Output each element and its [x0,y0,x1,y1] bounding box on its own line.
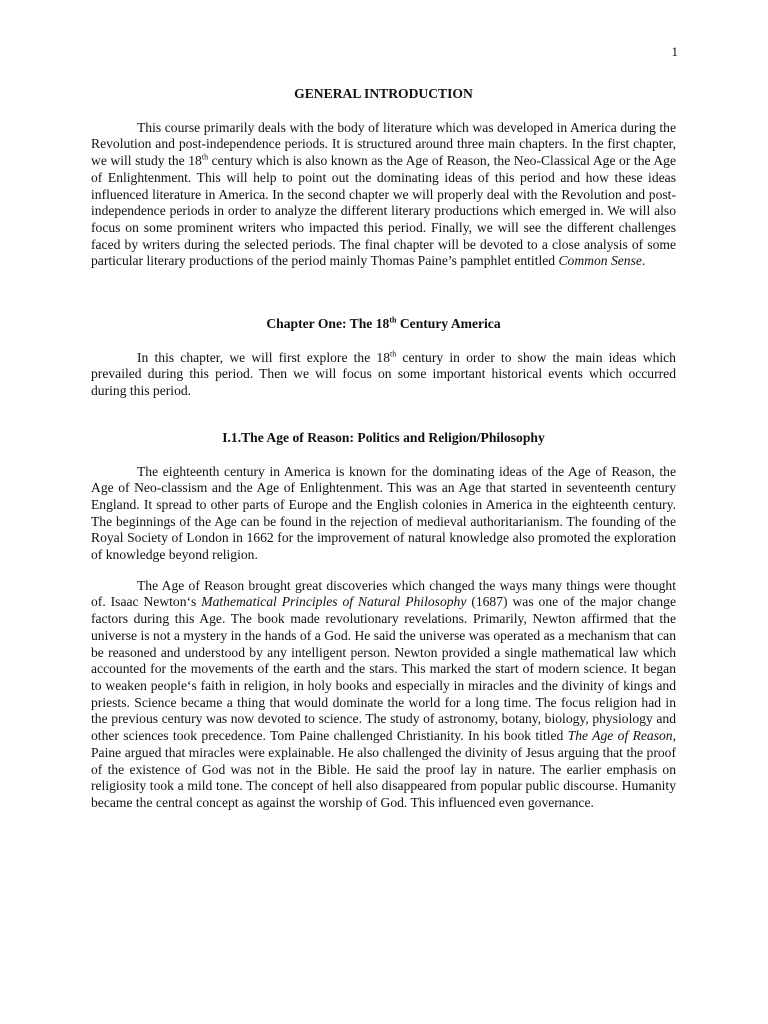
document-title: GENERAL INTRODUCTION [294,86,473,101]
chapter-one-heading [91,316,676,333]
paine-book-title: The Age of Reason, [567,728,677,744]
intro-text-end: . [641,253,646,269]
chapter-text-superscript: th [390,349,397,359]
section-paragraph-1: The eighteenth century in America is known for the dominating ideas of the Age of Reason, the Age of Neo-classism and the Age of Enlightenment. This was an Age that started in seventeenth century England. It spread to other parts of Europe and the English colonies in America in the eighteenth century. The beginnings of the Age can be found in the rejection of medieval authoritarianism. The founding of the Royal Society of London in 1662 for the improvement of natural knowledge also promoted the exploration of knowledge beyond religion. [91,463,676,563]
newton-book-title: Mathematical Principles of Natural Philosophy [201,594,467,610]
chapter-heading-superscript: th [389,315,397,325]
section-heading: I.1.The Age of Reason: Politics and Religion/Philosophy [222,429,545,445]
chapter-heading-text-b: Century America [396,316,501,332]
intro-book-title: Common Sense [558,253,642,269]
chapter-text-1: In this chapter, we will first explore the 18 [137,349,391,365]
para2-text-b: (1687) was one of the major change factors during this Age. The book made revolutionary revelations. Primarily, Newton affirmed that the universe is not a mystery in the hands of a God. He said the universe was operated as a mechanism that can be reasoned and understood by any intelligent person. Newton provided a single mathematical law which accounted for the movements of the earth and the stars. This marked the start of modern science. It began to weaken people‘s faith in religion, in holy books and especially in miracles and the divinity of kings and priests. Science became a thing that would dominate the world for a long time. The focus religion had in the previous century was now devoted to science. The study of astronomy, botany, biology, physiology and other sciences took precedence. Tom Paine challenged Christianity. In his book titled [91,594,676,744]
intro-text-2: century which is also known as the Age of Reason, the Neo-Classical Age or the Age of Enlightenment. This will help to point out the dominating ideas of this period and how these ideas influenced literature in America. In the second chapter we will properly deal with the Revolution and post-independence periods in order to analyze the different literary productions which emerged in. We will also focus on some prominent writers who impacted this period. Finally, we will see the different challenges faced by writers during the selected periods. The final chapter will be devoted to a close analysis of some particular literary productions of the period mainly Thomas Paine’s pamphlet entitled [91,153,676,269]
intro-superscript: th [201,152,209,162]
section-paragraph-2 [91,578,676,812]
intro-paragraph [91,120,676,270]
chapter-one-paragraph [91,350,676,400]
chapter-heading-text-a: Chapter One: The 18 [266,316,390,332]
para2-text-c: Paine argued that miracles were explainable. He also challenged the divinity of Jesus arguing that the proof of the existence of God was not in the Bible. He said the proof lay in nature. The earlier emphasis on religiosity took a mild tone. The concept of hell also disappeared from popular public discourse. Humanity became the central concept as against the worship of God. This influenced even governance. [91,744,676,810]
chapter-text-2: century in order to show the main ideas which prevailed during this period. Then we will focus on some important historical events which occurred during this period. [91,349,676,399]
intro-text-1: This course primarily deals with the body of literature which was developed in America during the Revolution and post-independence periods. It is structured around three main chapters. In the first chapter, we will study the 18 [91,119,676,169]
para2-text-a: The Age of Reason brought great discoveries which changed the ways many things were thought of. Isaac Newton‘s [91,577,676,610]
document-body [91,86,676,812]
page-number: 1 [671,44,678,59]
